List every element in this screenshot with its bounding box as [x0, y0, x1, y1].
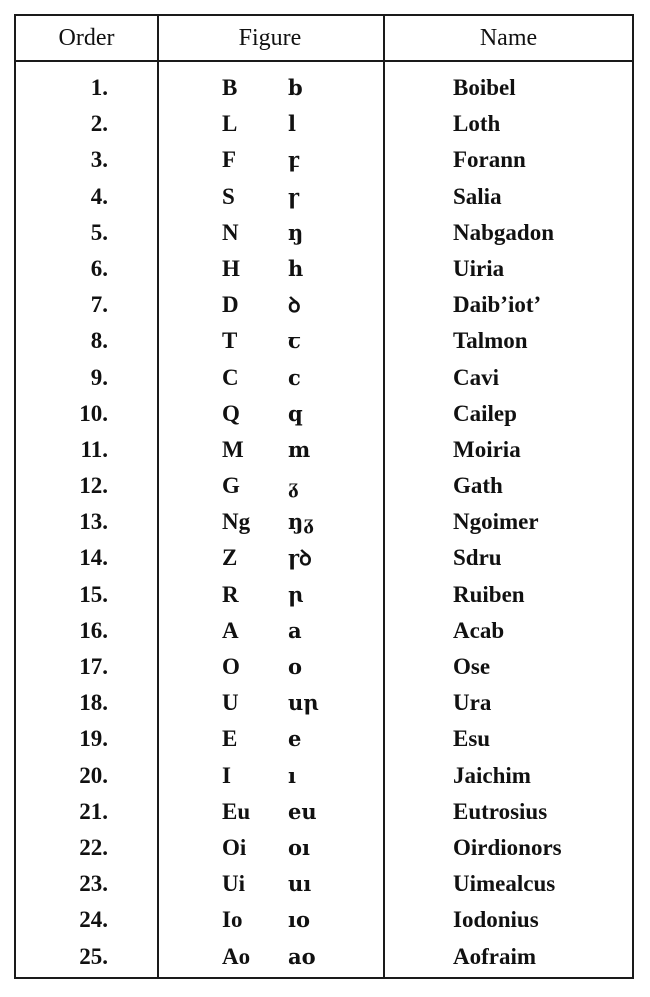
figure-latin-cell: L — [222, 111, 238, 137]
figure-gaelic-cell: ı — [288, 762, 296, 788]
figure-gaelic-cell: o — [288, 654, 303, 679]
figure-latin-cell: A — [222, 617, 239, 643]
name-cell: Uimealcus — [453, 871, 556, 897]
figure-latin-cell: G — [222, 473, 240, 499]
order-cell: 25. — [79, 943, 108, 969]
figure-gaelic-cell: ꝺ — [288, 292, 301, 318]
figure-latin-cell: D — [222, 292, 239, 318]
figure-gaelic-cell: l — [288, 111, 296, 137]
figure-gaelic-cell: c — [288, 364, 301, 390]
table-row — [16, 323, 632, 359]
order-cell: 20. — [79, 762, 108, 788]
figure-latin-cell: N — [222, 219, 239, 245]
figure-gaelic-cell: ᵹ — [288, 473, 299, 499]
alphabet-table — [14, 14, 634, 979]
figure-gaelic-cell: ꝼ — [288, 147, 300, 173]
order-cell: 21. — [79, 798, 108, 824]
name-cell: Forann — [453, 147, 526, 173]
order-cell: 12. — [79, 473, 108, 499]
name-cell: Sdru — [453, 545, 502, 571]
name-cell: Ose — [453, 654, 491, 679]
figure-latin-cell: Ao — [222, 943, 251, 969]
name-cell: Ruiben — [453, 581, 525, 607]
order-cell: 15. — [79, 581, 108, 607]
name-cell: Cavi — [453, 364, 499, 390]
order-cell: 6. — [90, 255, 108, 281]
table-row — [16, 939, 632, 975]
name-cell: Oirdionors — [453, 834, 562, 860]
table-row — [16, 504, 632, 540]
order-cell: 22. — [79, 834, 108, 860]
figure-gaelic-cell: oı — [288, 834, 310, 860]
figure-latin-cell: S — [222, 183, 235, 209]
header-figure: Figure — [238, 25, 302, 51]
name-cell: Aofraim — [453, 943, 537, 969]
order-cell: 8. — [90, 328, 108, 354]
name-cell: Daib’iot’ — [453, 292, 542, 318]
figure-latin-cell: Ui — [222, 871, 245, 897]
figure-latin-cell: C — [222, 364, 239, 390]
order-cell: 11. — [80, 436, 108, 462]
order-cell: 24. — [79, 907, 108, 933]
name-cell: Boibel — [453, 75, 516, 100]
order-cell: 1. — [90, 75, 108, 100]
order-cell: 19. — [79, 726, 108, 752]
figure-gaelic-cell: uꞃ — [288, 690, 319, 716]
figure-latin-cell: F — [222, 147, 237, 173]
table-row — [16, 432, 632, 468]
table-row — [16, 794, 632, 830]
order-cell: 23. — [79, 871, 108, 897]
header-divider — [16, 60, 632, 62]
order-cell: 7. — [90, 292, 108, 318]
table-body — [16, 70, 632, 975]
figure-gaelic-cell: q — [288, 400, 303, 426]
table-row — [16, 287, 632, 323]
name-cell: Loth — [453, 111, 501, 137]
table-row — [16, 251, 632, 287]
table-row — [16, 866, 632, 902]
figure-gaelic-cell: eu — [288, 798, 317, 824]
figure-latin-cell: Oi — [222, 834, 247, 860]
table-row — [16, 830, 632, 866]
figure-latin-cell: O — [222, 654, 240, 679]
order-cell: 18. — [79, 690, 108, 716]
figure-gaelic-cell: uı — [288, 871, 312, 897]
figure-gaelic-cell: m — [288, 436, 311, 462]
table-row — [16, 902, 632, 938]
table-row — [16, 649, 632, 685]
name-cell: Ngoimer — [453, 509, 539, 535]
table-row — [16, 577, 632, 613]
figure-gaelic-cell: ꞇ — [288, 328, 301, 354]
order-cell: 2. — [90, 111, 108, 137]
figure-gaelic-cell: a — [288, 617, 302, 643]
order-cell: 5. — [90, 219, 108, 245]
table-row — [16, 468, 632, 504]
figure-gaelic-cell: ꞅ — [288, 183, 300, 209]
order-cell: 4. — [90, 183, 108, 209]
figure-latin-cell: U — [222, 690, 239, 716]
figure-latin-cell: Q — [222, 400, 240, 426]
table-row — [16, 396, 632, 432]
name-cell: Gath — [453, 473, 503, 499]
order-cell: 16. — [79, 617, 108, 643]
name-cell: Talmon — [453, 328, 528, 354]
name-cell: Salia — [453, 183, 502, 209]
figure-gaelic-cell: e — [288, 726, 302, 752]
order-cell: 10. — [79, 400, 108, 426]
figure-gaelic-cell: ıo — [288, 907, 310, 933]
figure-latin-cell: M — [222, 436, 244, 462]
table-row — [16, 613, 632, 649]
figure-latin-cell: B — [222, 75, 238, 100]
table-row — [16, 758, 632, 794]
figure-latin-cell: E — [222, 726, 238, 752]
figure-latin-cell: I — [222, 762, 231, 788]
order-cell: 17. — [79, 654, 108, 679]
figure-gaelic-cell: h — [288, 255, 304, 281]
table-row — [16, 142, 632, 178]
name-cell: Eutrosius — [453, 798, 548, 824]
name-cell: Uiria — [453, 255, 505, 281]
figure-latin-cell: Io — [222, 907, 243, 933]
figure-latin-cell: T — [222, 328, 238, 354]
name-cell: Cailep — [453, 400, 517, 426]
figure-latin-cell: Eu — [222, 798, 251, 824]
order-cell: 13. — [79, 509, 108, 535]
figure-latin-cell: Z — [222, 545, 238, 571]
figure-gaelic-cell: ao — [288, 943, 316, 969]
header-name: Name — [479, 25, 538, 51]
order-cell: 9. — [90, 364, 108, 390]
name-cell: Jaichim — [453, 762, 531, 788]
header-order: Order — [58, 25, 115, 51]
name-cell: Moiria — [453, 436, 521, 462]
order-cell: 14. — [79, 545, 108, 571]
table-row — [16, 215, 632, 251]
name-cell: Ura — [453, 690, 492, 716]
figure-gaelic-cell: ŋ — [288, 219, 304, 245]
figure-latin-cell: H — [222, 255, 240, 281]
table-row — [16, 540, 632, 576]
table-row — [16, 360, 632, 396]
name-cell: Iodonius — [453, 907, 539, 933]
figure-gaelic-cell: ŋᵹ — [288, 509, 315, 535]
figure-gaelic-cell: ꞃ — [288, 581, 304, 607]
table-row — [16, 70, 632, 106]
figure-latin-cell: R — [222, 581, 239, 607]
figure-latin-cell: Ng — [222, 509, 251, 535]
table-row — [16, 721, 632, 757]
name-cell: Nabgadon — [453, 219, 554, 245]
table-row — [16, 106, 632, 142]
table-row — [16, 179, 632, 215]
figure-gaelic-cell: ꞅꝺ — [288, 545, 312, 571]
name-cell: Esu — [453, 726, 491, 752]
order-cell: 3. — [90, 147, 108, 173]
name-cell: Acab — [453, 617, 505, 643]
figure-gaelic-cell: b — [288, 75, 303, 100]
table-row — [16, 685, 632, 721]
